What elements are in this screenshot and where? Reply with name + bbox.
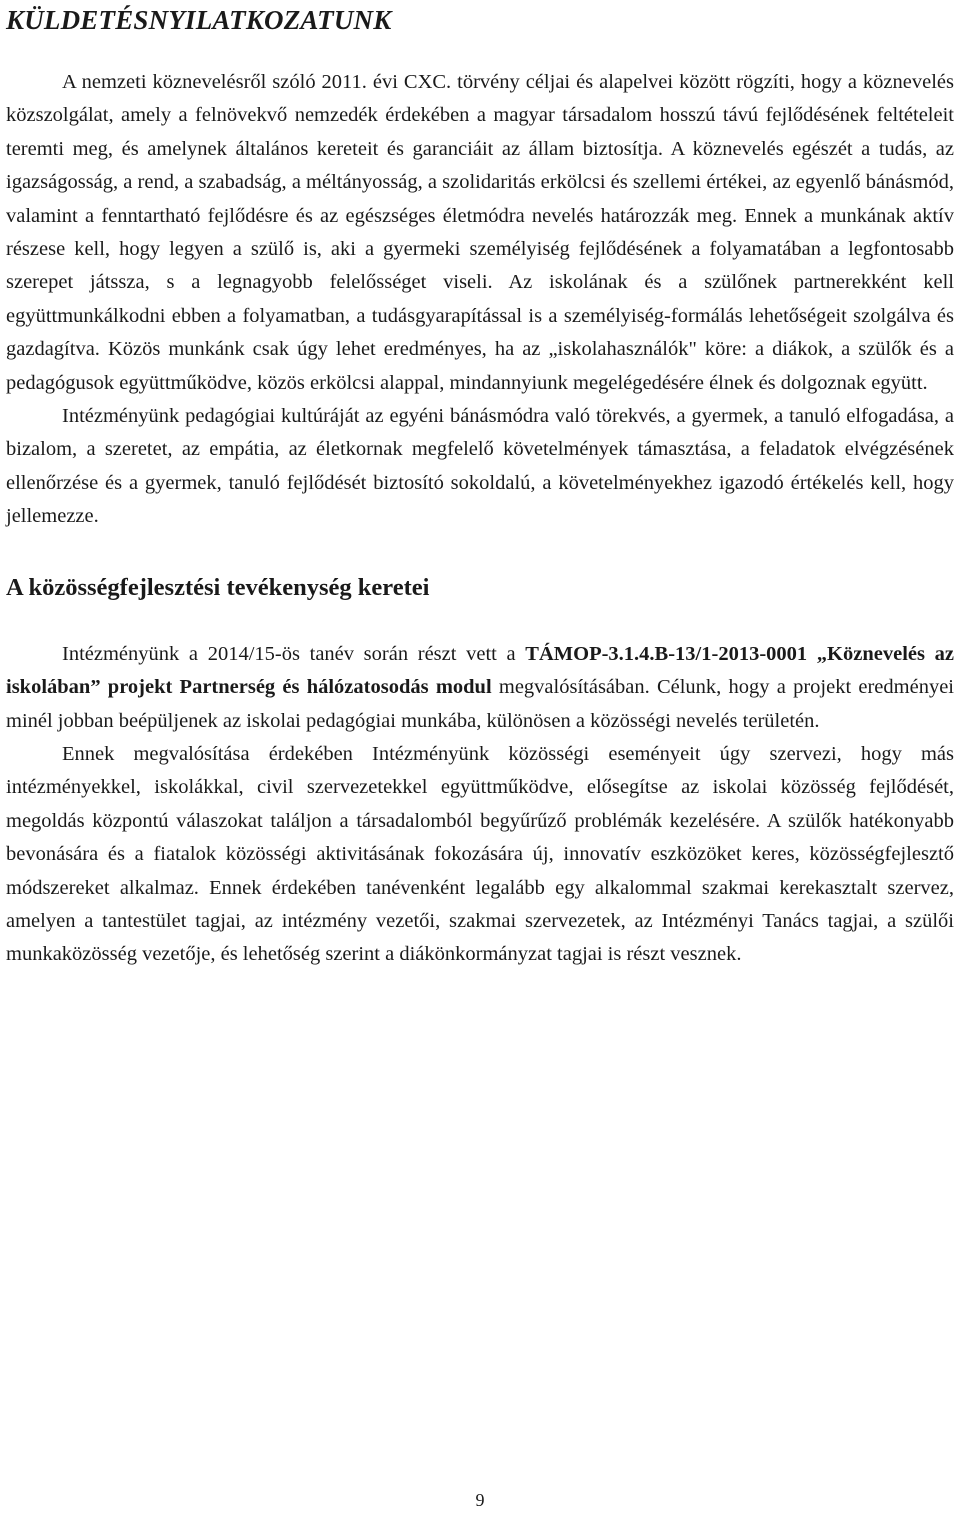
community-paragraph-1 bbox=[6, 638, 954, 738]
document-page bbox=[6, 0, 954, 972]
section-heading: A közösségfejlesztési tevékenység keretei bbox=[6, 573, 430, 601]
project-goal-text: megvalósításában. Célunk, hogy a projekt eredményei minél jobban beépüljenek az iskolai pedagógiai munkába, különösen a közösségi nevelés területén. bbox=[6, 676, 954, 732]
project-name-bold: TÁMOP-3.1.4.B-13/1-2013-0001 „Köznevelés az iskolában” projekt Partnerség és hálózatosodás modul bbox=[6, 642, 954, 699]
mission-paragraph-1: A nemzeti köznevelésről szóló 2011. évi CXC. törvény céljai és alapelvei között rögzíti, hogy a köznevelés közszolgálat, amely a felnövekvő nemzedék érdekében a magyar társadalom hosszú távú fejlődésének feltételeit teremti meg, és amelynek általános kereteit és garanciáit az állam biztosítja. A köznevelés egészét a tudás, az igazságosság, a rend, a szabadság, a méltányosság, a szolidaritás erkölcsi és szellemi értékei, az egyenlő bánásmód, valamint a fenntartható fejlődésre és az egészséges életmódra nevelés határozzák meg. Ennek a munkának aktív részese kell, hogy legyen a szülő is, aki a gyermeki személyiség fejlődésének a folyamatában a legfontosabb szerepet játssza, s a legnagyobb felelősséget viseli. Az iskolának és a szülőnek partnerekként kell együttmunkálkodni ebben a folyamatban, a tudásgyarapítással is a személyiség-formálás lehetőségeit szolgálva és gazdagítva. Közös munkánk csak úgy lehet eredményes, ha az „iskolahasználók" köre: a diákok, a szülők és a pedagógusok együttműködve, közös erkölcsi alappal, mindannyiunk megelégedésére élnek és dolgoznak együtt. bbox=[6, 71, 954, 394]
project-intro-text: Intézményünk a 2014/15-ös tanév során részt vett a bbox=[62, 642, 526, 665]
page-number: 9 bbox=[475, 1490, 485, 1510]
document-title: KÜLDETÉSNYILATKOZATUNK bbox=[6, 5, 392, 35]
mission-paragraph-2: Intézményünk pedagógiai kultúráját az egyéni bánásmódra való törekvés, a gyermek, a tanuló elfogadása, a bizalom, a szeretet, az empátia, az életkornak megfelelő követelmények támasztása, a feladatok elvégzésének ellenőrzése és a gyermek, tanuló fejlődését biztosító sokoldalú, a követelményekhez igazodó értékelés kell, hogy jellemezze. bbox=[6, 405, 954, 528]
community-paragraph-2: Ennek megvalósítása érdekében Intézményünk közösségi eseményeit úgy szervezi, hogy más intézményekkel, iskolákkal, civil szervezetekkel együttműködve, elősegítse az iskolai közösség fejlődését, megoldás központú válaszokat találjon a társadalomból begyűrűző problémák kezelésére. A szülők hatékonyabb bevonására és a fiatalok közösségi aktivitásának fokozására új, innovatív eszközöket keres, közösségfejlesztő módszereket alkalmaz. Ennek érdekében tanévenként legalább egy alkalommal szakmai kerekasztalt szervez, amelyen a tantestület tagjai, az intézmény vezetői, szakmai szervezetek, az Intézményi Tanács tagjai, a szülői munkaközösség vezetője, és lehetőség szerint a diákönkormányzat tagjai is részt vesznek. bbox=[6, 742, 954, 966]
